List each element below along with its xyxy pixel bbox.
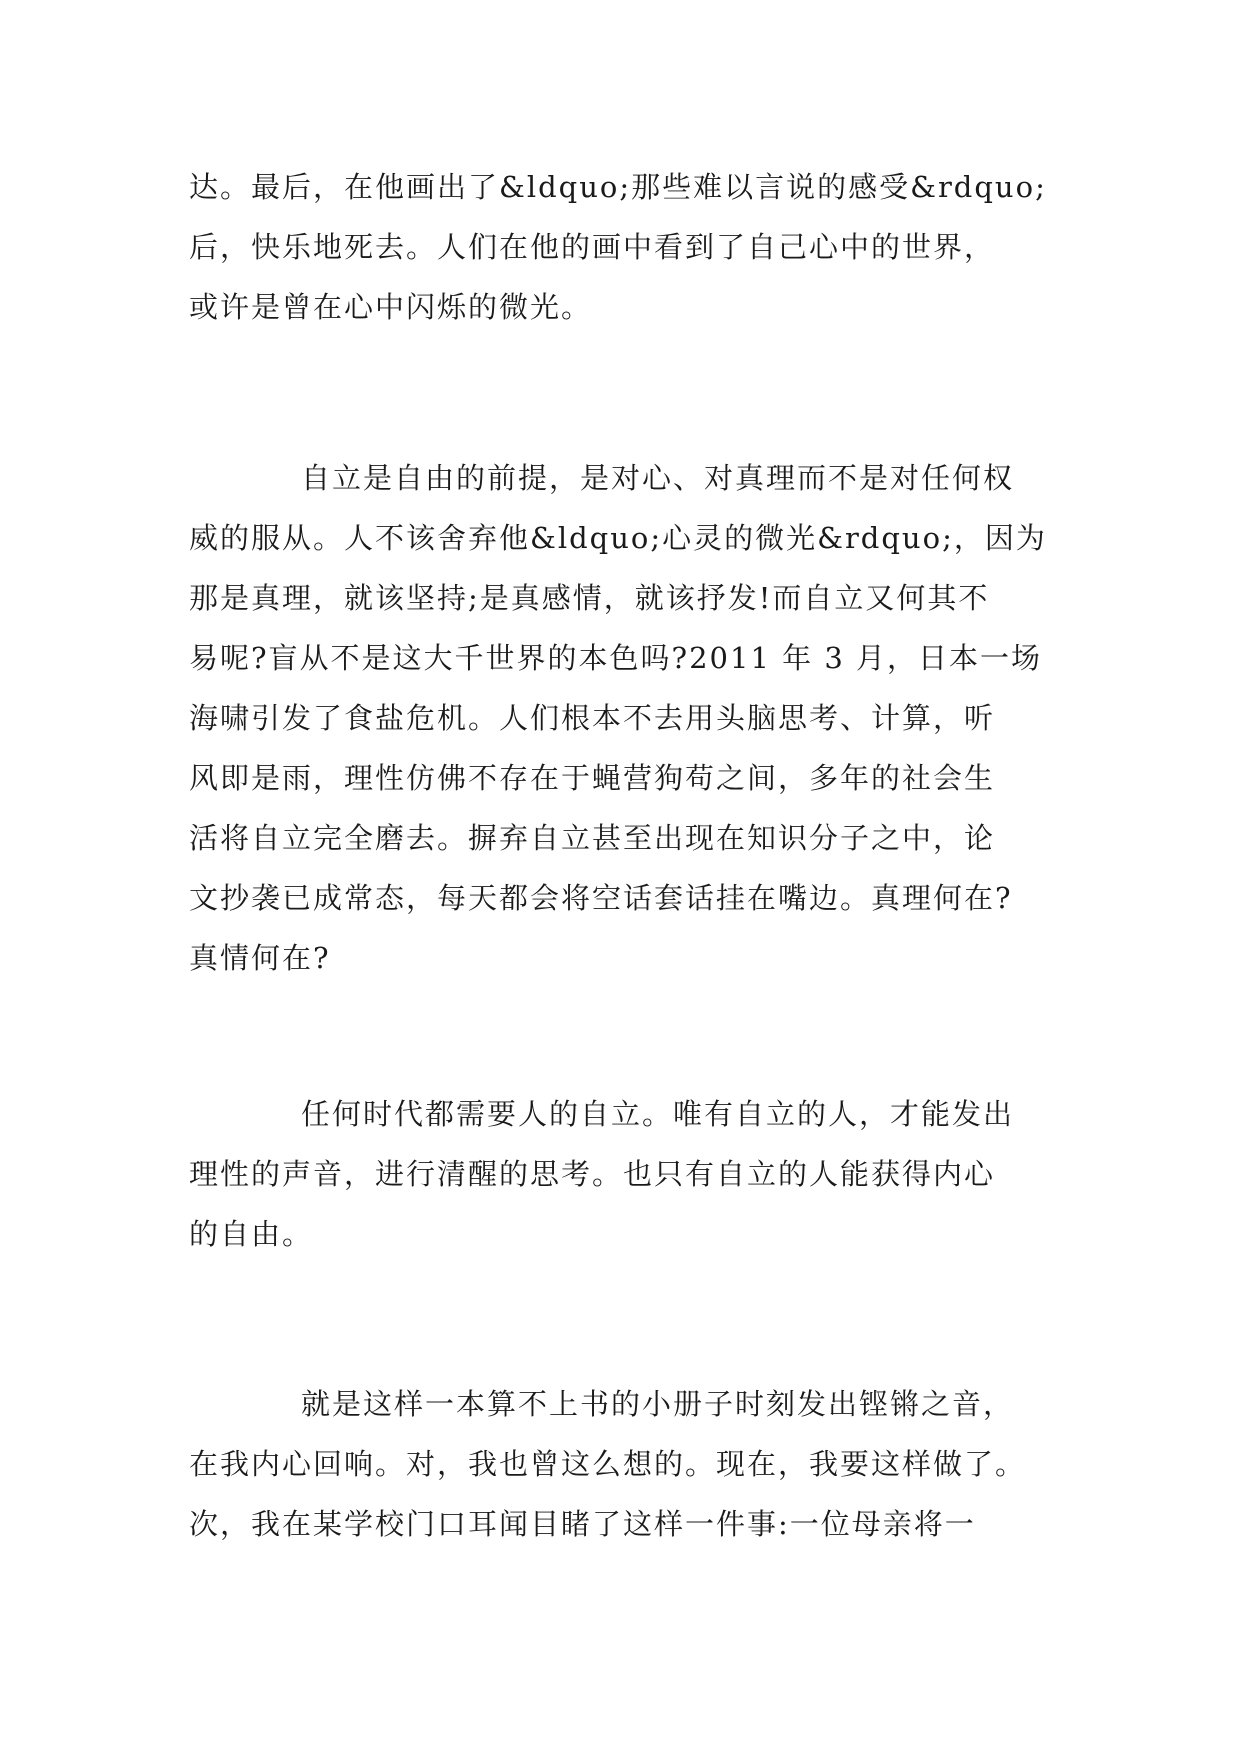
text-line: 任何时代都需要人的自立。唯有自立的人，才能发出: [301, 1097, 1015, 1131]
paragraph-4: [189, 1374, 1069, 1554]
text-line: 风即是雨，理性仿佛不存在于蝇营狗苟之间，多年的社会生: [189, 761, 996, 795]
text-line: 海啸引发了食盐危机。人们根本不去用头脑思考、计算，听: [189, 701, 996, 735]
text-line: 在我内心回响。对，我也曾这么想的。现在，我要这样做了。: [189, 1447, 1027, 1481]
paragraph-2: [189, 448, 1069, 988]
text-line: 次，我在某学校门口耳闻目睹了这样一件事:一位母亲将一: [189, 1507, 976, 1541]
paragraph-3: [189, 1084, 1069, 1264]
text-line: 真情何在?: [189, 941, 331, 975]
text-line: 就是这样一本算不上书的小册子时刻发出铿锵之音，: [301, 1387, 1015, 1421]
text-line: 文抄袭已成常态，每天都会将空话套话挂在嘴边。真理何在?: [189, 881, 1013, 915]
text-line: 活将自立完全磨去。摒弃自立甚至出现在知识分子之中，论: [189, 821, 996, 855]
text-line: 的自由。: [189, 1217, 314, 1251]
text-line: 理性的声音，进行清醒的思考。也只有自立的人能获得内心: [189, 1157, 996, 1191]
text-line: 达。最后，在他画出了&ldquo;那些难以言说的感受&rdquo;: [189, 170, 1047, 204]
paragraph-1: [189, 157, 1069, 337]
text-line: 那是真理，就该坚持;是真感情，就该抒发!而自立又何其不: [189, 581, 990, 615]
text-line: 威的服从。人不该舍弃他&ldquo;心灵的微光&rdquo;，因为: [189, 521, 1047, 555]
text-line: 或许是曾在心中闪烁的微光。: [189, 290, 593, 324]
text-line: 易呢?盲从不是这大千世界的本色吗?2011 年 3 月，日本一场: [189, 641, 1043, 675]
text-line: 后，快乐地死去。人们在他的画中看到了自己心中的世界，: [189, 230, 996, 264]
text-line: 自立是自由的前提，是对心、对真理而不是对任何权: [301, 461, 1015, 495]
